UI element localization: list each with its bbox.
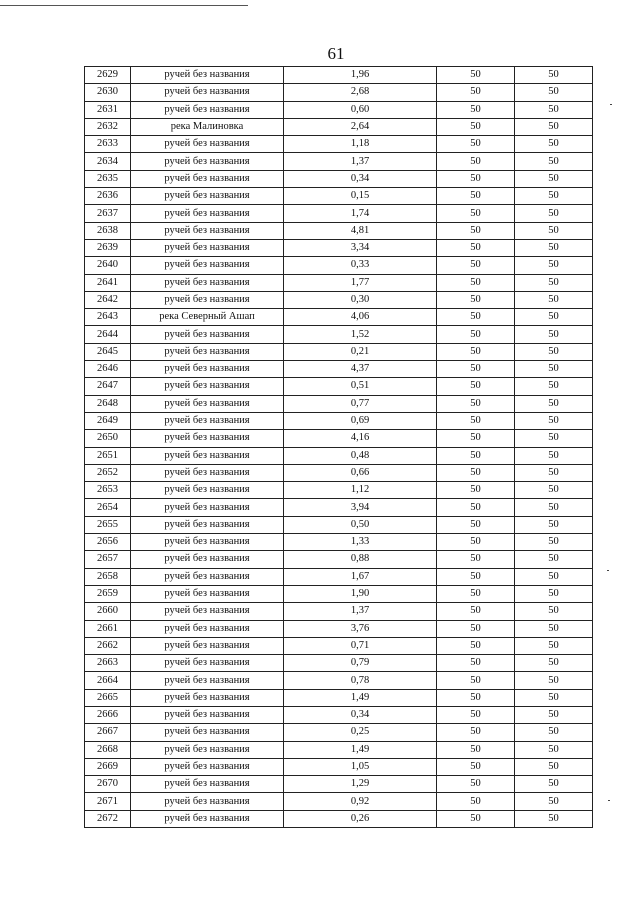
length-cell: 1,29 xyxy=(284,776,437,793)
coastal-strip-cell: 50 xyxy=(515,239,593,256)
length-cell: 0,26 xyxy=(284,810,437,827)
table-row xyxy=(85,257,593,274)
coastal-strip-cell: 50 xyxy=(515,291,593,308)
row-number-cell: 2669 xyxy=(85,758,131,775)
protection-zone-cell: 50 xyxy=(437,568,515,585)
water-body-name-cell: ручей без названия xyxy=(131,741,284,758)
water-body-name-cell: ручей без названия xyxy=(131,257,284,274)
length-cell: 0,50 xyxy=(284,516,437,533)
scan-speck xyxy=(608,800,610,801)
protection-zone-cell: 50 xyxy=(437,758,515,775)
row-number-cell: 2670 xyxy=(85,776,131,793)
table-row xyxy=(85,136,593,153)
table-row xyxy=(85,343,593,360)
water-body-name-cell: ручей без названия xyxy=(131,412,284,429)
protection-zone-cell: 50 xyxy=(437,395,515,412)
row-number-cell: 2648 xyxy=(85,395,131,412)
table-row xyxy=(85,412,593,429)
protection-zone-cell: 50 xyxy=(437,274,515,291)
water-body-name-cell: ручей без названия xyxy=(131,534,284,551)
row-number-cell: 2655 xyxy=(85,516,131,533)
table-row xyxy=(85,620,593,637)
row-number-cell: 2662 xyxy=(85,637,131,654)
coastal-strip-cell: 50 xyxy=(515,620,593,637)
length-cell: 0,92 xyxy=(284,793,437,810)
table-body xyxy=(85,67,593,828)
length-cell: 1,74 xyxy=(284,205,437,222)
protection-zone-cell: 50 xyxy=(437,361,515,378)
water-body-name-cell: ручей без названия xyxy=(131,378,284,395)
coastal-strip-cell: 50 xyxy=(515,205,593,222)
row-number-cell: 2636 xyxy=(85,188,131,205)
protection-zone-cell: 50 xyxy=(437,585,515,602)
table-row xyxy=(85,118,593,135)
row-number-cell: 2653 xyxy=(85,482,131,499)
table-row xyxy=(85,170,593,187)
coastal-strip-cell: 50 xyxy=(515,170,593,187)
length-cell: 2,68 xyxy=(284,84,437,101)
water-body-name-cell: ручей без названия xyxy=(131,67,284,84)
water-body-name-cell: ручей без названия xyxy=(131,724,284,741)
protection-zone-cell: 50 xyxy=(437,101,515,118)
coastal-strip-cell: 50 xyxy=(515,741,593,758)
length-cell: 0,48 xyxy=(284,447,437,464)
scan-edge-line xyxy=(0,5,248,6)
length-cell: 3,76 xyxy=(284,620,437,637)
coastal-strip-cell: 50 xyxy=(515,585,593,602)
protection-zone-cell: 50 xyxy=(437,637,515,654)
table-row xyxy=(85,534,593,551)
water-body-name-cell: ручей без названия xyxy=(131,758,284,775)
water-body-name-cell: ручей без названия xyxy=(131,153,284,170)
protection-zone-cell: 50 xyxy=(437,67,515,84)
row-number-cell: 2642 xyxy=(85,291,131,308)
length-cell: 1,18 xyxy=(284,136,437,153)
row-number-cell: 2645 xyxy=(85,343,131,360)
water-body-name-cell: ручей без названия xyxy=(131,516,284,533)
water-body-name-cell: ручей без названия xyxy=(131,464,284,481)
table-row xyxy=(85,499,593,516)
length-cell: 1,52 xyxy=(284,326,437,343)
coastal-strip-cell: 50 xyxy=(515,603,593,620)
coastal-strip-cell: 50 xyxy=(515,689,593,706)
table-row xyxy=(85,67,593,84)
row-number-cell: 2668 xyxy=(85,741,131,758)
coastal-strip-cell: 50 xyxy=(515,516,593,533)
coastal-strip-cell: 50 xyxy=(515,101,593,118)
water-body-name-cell: ручей без названия xyxy=(131,499,284,516)
coastal-strip-cell: 50 xyxy=(515,67,593,84)
water-body-name-cell: ручей без названия xyxy=(131,430,284,447)
water-body-name-cell: ручей без названия xyxy=(131,136,284,153)
protection-zone-cell: 50 xyxy=(437,655,515,672)
table-row xyxy=(85,430,593,447)
row-number-cell: 2631 xyxy=(85,101,131,118)
table-row xyxy=(85,378,593,395)
length-cell: 1,67 xyxy=(284,568,437,585)
row-number-cell: 2629 xyxy=(85,67,131,84)
row-number-cell: 2635 xyxy=(85,170,131,187)
water-body-name-cell: ручей без названия xyxy=(131,188,284,205)
length-cell: 0,60 xyxy=(284,101,437,118)
protection-zone-cell: 50 xyxy=(437,309,515,326)
scan-speck xyxy=(607,570,609,571)
length-cell: 0,69 xyxy=(284,412,437,429)
water-body-name-cell: ручей без названия xyxy=(131,343,284,360)
coastal-strip-cell: 50 xyxy=(515,482,593,499)
row-number-cell: 2661 xyxy=(85,620,131,637)
table-row xyxy=(85,603,593,620)
length-cell: 4,16 xyxy=(284,430,437,447)
table-row xyxy=(85,84,593,101)
row-number-cell: 2659 xyxy=(85,585,131,602)
protection-zone-cell: 50 xyxy=(437,326,515,343)
water-body-name-cell: ручей без названия xyxy=(131,793,284,810)
row-number-cell: 2650 xyxy=(85,430,131,447)
row-number-cell: 2664 xyxy=(85,672,131,689)
row-number-cell: 2652 xyxy=(85,464,131,481)
protection-zone-cell: 50 xyxy=(437,291,515,308)
coastal-strip-cell: 50 xyxy=(515,343,593,360)
length-cell: 0,79 xyxy=(284,655,437,672)
coastal-strip-cell: 50 xyxy=(515,776,593,793)
protection-zone-cell: 50 xyxy=(437,170,515,187)
coastal-strip-cell: 50 xyxy=(515,309,593,326)
coastal-strip-cell: 50 xyxy=(515,706,593,723)
row-number-cell: 2644 xyxy=(85,326,131,343)
row-number-cell: 2656 xyxy=(85,534,131,551)
protection-zone-cell: 50 xyxy=(437,153,515,170)
length-cell: 0,33 xyxy=(284,257,437,274)
row-number-cell: 2654 xyxy=(85,499,131,516)
coastal-strip-cell: 50 xyxy=(515,395,593,412)
water-body-name-cell: ручей без названия xyxy=(131,447,284,464)
protection-zone-cell: 50 xyxy=(437,430,515,447)
water-body-name-cell: ручей без названия xyxy=(131,482,284,499)
coastal-strip-cell: 50 xyxy=(515,412,593,429)
water-body-name-cell: ручей без названия xyxy=(131,274,284,291)
length-cell: 0,71 xyxy=(284,637,437,654)
row-number-cell: 2658 xyxy=(85,568,131,585)
water-body-name-cell: ручей без названия xyxy=(131,101,284,118)
length-cell: 0,66 xyxy=(284,464,437,481)
table-row xyxy=(85,758,593,775)
row-number-cell: 2643 xyxy=(85,309,131,326)
row-number-cell: 2672 xyxy=(85,810,131,827)
coastal-strip-cell: 50 xyxy=(515,378,593,395)
table-row xyxy=(85,274,593,291)
water-body-name-cell: ручей без названия xyxy=(131,603,284,620)
coastal-strip-cell: 50 xyxy=(515,724,593,741)
protection-zone-cell: 50 xyxy=(437,706,515,723)
coastal-strip-cell: 50 xyxy=(515,84,593,101)
coastal-strip-cell: 50 xyxy=(515,257,593,274)
table-row xyxy=(85,326,593,343)
length-cell: 3,94 xyxy=(284,499,437,516)
water-body-name-cell: ручей без названия xyxy=(131,810,284,827)
protection-zone-cell: 50 xyxy=(437,464,515,481)
table-row xyxy=(85,793,593,810)
water-body-name-cell: ручей без названия xyxy=(131,551,284,568)
protection-zone-cell: 50 xyxy=(437,118,515,135)
coastal-strip-cell: 50 xyxy=(515,222,593,239)
coastal-strip-cell: 50 xyxy=(515,118,593,135)
coastal-strip-cell: 50 xyxy=(515,655,593,672)
length-cell: 0,34 xyxy=(284,170,437,187)
water-body-name-cell: ручей без названия xyxy=(131,291,284,308)
water-body-name-cell: ручей без названия xyxy=(131,689,284,706)
table-row xyxy=(85,101,593,118)
table-row xyxy=(85,585,593,602)
table-row xyxy=(85,706,593,723)
length-cell: 1,33 xyxy=(284,534,437,551)
coastal-strip-cell: 50 xyxy=(515,793,593,810)
length-cell: 4,06 xyxy=(284,309,437,326)
table-row xyxy=(85,464,593,481)
table-row xyxy=(85,239,593,256)
length-cell: 1,90 xyxy=(284,585,437,602)
coastal-strip-cell: 50 xyxy=(515,568,593,585)
protection-zone-cell: 50 xyxy=(437,482,515,499)
row-number-cell: 2646 xyxy=(85,361,131,378)
water-body-name-cell: ручей без названия xyxy=(131,655,284,672)
length-cell: 1,77 xyxy=(284,274,437,291)
protection-zone-cell: 50 xyxy=(437,810,515,827)
row-number-cell: 2665 xyxy=(85,689,131,706)
length-cell: 0,25 xyxy=(284,724,437,741)
table-row xyxy=(85,153,593,170)
table-row xyxy=(85,672,593,689)
table-row xyxy=(85,741,593,758)
length-cell: 3,34 xyxy=(284,239,437,256)
protection-zone-cell: 50 xyxy=(437,534,515,551)
length-cell: 1,37 xyxy=(284,153,437,170)
coastal-strip-cell: 50 xyxy=(515,534,593,551)
length-cell: 1,96 xyxy=(284,67,437,84)
water-body-name-cell: река Малиновка xyxy=(131,118,284,135)
length-cell: 0,88 xyxy=(284,551,437,568)
protection-zone-cell: 50 xyxy=(437,776,515,793)
water-body-name-cell: ручей без названия xyxy=(131,361,284,378)
row-number-cell: 2647 xyxy=(85,378,131,395)
row-number-cell: 2640 xyxy=(85,257,131,274)
row-number-cell: 2666 xyxy=(85,706,131,723)
table-row xyxy=(85,291,593,308)
table-row xyxy=(85,447,593,464)
length-cell: 1,37 xyxy=(284,603,437,620)
table-row xyxy=(85,551,593,568)
protection-zone-cell: 50 xyxy=(437,343,515,360)
row-number-cell: 2651 xyxy=(85,447,131,464)
water-bodies-table xyxy=(84,66,593,828)
length-cell: 0,21 xyxy=(284,343,437,360)
water-body-name-cell: ручей без названия xyxy=(131,222,284,239)
coastal-strip-cell: 50 xyxy=(515,758,593,775)
water-body-name-cell: ручей без названия xyxy=(131,585,284,602)
protection-zone-cell: 50 xyxy=(437,222,515,239)
coastal-strip-cell: 50 xyxy=(515,672,593,689)
protection-zone-cell: 50 xyxy=(437,205,515,222)
row-number-cell: 2657 xyxy=(85,551,131,568)
row-number-cell: 2630 xyxy=(85,84,131,101)
protection-zone-cell: 50 xyxy=(437,239,515,256)
row-number-cell: 2660 xyxy=(85,603,131,620)
protection-zone-cell: 50 xyxy=(437,378,515,395)
protection-zone-cell: 50 xyxy=(437,620,515,637)
water-body-name-cell: ручей без названия xyxy=(131,568,284,585)
table-row xyxy=(85,309,593,326)
coastal-strip-cell: 50 xyxy=(515,361,593,378)
coastal-strip-cell: 50 xyxy=(515,153,593,170)
table-row xyxy=(85,689,593,706)
water-body-name-cell: ручей без названия xyxy=(131,239,284,256)
water-body-name-cell: ручей без названия xyxy=(131,706,284,723)
length-cell: 0,15 xyxy=(284,188,437,205)
length-cell: 4,37 xyxy=(284,361,437,378)
length-cell: 0,51 xyxy=(284,378,437,395)
coastal-strip-cell: 50 xyxy=(515,551,593,568)
water-body-name-cell: ручей без названия xyxy=(131,326,284,343)
table-row xyxy=(85,188,593,205)
length-cell: 1,49 xyxy=(284,741,437,758)
coastal-strip-cell: 50 xyxy=(515,447,593,464)
protection-zone-cell: 50 xyxy=(437,136,515,153)
protection-zone-cell: 50 xyxy=(437,724,515,741)
table-row xyxy=(85,655,593,672)
coastal-strip-cell: 50 xyxy=(515,136,593,153)
row-number-cell: 2671 xyxy=(85,793,131,810)
row-number-cell: 2638 xyxy=(85,222,131,239)
table-row xyxy=(85,222,593,239)
table-row xyxy=(85,810,593,827)
row-number-cell: 2633 xyxy=(85,136,131,153)
water-body-name-cell: ручей без названия xyxy=(131,395,284,412)
protection-zone-cell: 50 xyxy=(437,447,515,464)
table-row xyxy=(85,395,593,412)
coastal-strip-cell: 50 xyxy=(515,637,593,654)
table-row xyxy=(85,724,593,741)
row-number-cell: 2667 xyxy=(85,724,131,741)
protection-zone-cell: 50 xyxy=(437,412,515,429)
coastal-strip-cell: 50 xyxy=(515,464,593,481)
protection-zone-cell: 50 xyxy=(437,84,515,101)
water-body-name-cell: ручей без названия xyxy=(131,620,284,637)
protection-zone-cell: 50 xyxy=(437,188,515,205)
water-body-name-cell: ручей без названия xyxy=(131,205,284,222)
table-row xyxy=(85,361,593,378)
scan-speck xyxy=(610,104,612,105)
protection-zone-cell: 50 xyxy=(437,741,515,758)
table-row xyxy=(85,205,593,222)
coastal-strip-cell: 50 xyxy=(515,274,593,291)
length-cell: 1,12 xyxy=(284,482,437,499)
coastal-strip-cell: 50 xyxy=(515,810,593,827)
row-number-cell: 2632 xyxy=(85,118,131,135)
row-number-cell: 2663 xyxy=(85,655,131,672)
table-row xyxy=(85,516,593,533)
row-number-cell: 2639 xyxy=(85,239,131,256)
protection-zone-cell: 50 xyxy=(437,689,515,706)
length-cell: 4,81 xyxy=(284,222,437,239)
length-cell: 0,30 xyxy=(284,291,437,308)
protection-zone-cell: 50 xyxy=(437,499,515,516)
water-body-name-cell: ручей без названия xyxy=(131,672,284,689)
row-number-cell: 2637 xyxy=(85,205,131,222)
table-row xyxy=(85,637,593,654)
length-cell: 1,05 xyxy=(284,758,437,775)
coastal-strip-cell: 50 xyxy=(515,430,593,447)
water-body-name-cell: ручей без названия xyxy=(131,170,284,187)
protection-zone-cell: 50 xyxy=(437,672,515,689)
coastal-strip-cell: 50 xyxy=(515,326,593,343)
protection-zone-cell: 50 xyxy=(437,516,515,533)
length-cell: 0,78 xyxy=(284,672,437,689)
protection-zone-cell: 50 xyxy=(437,257,515,274)
length-cell: 1,49 xyxy=(284,689,437,706)
row-number-cell: 2641 xyxy=(85,274,131,291)
protection-zone-cell: 50 xyxy=(437,793,515,810)
water-body-name-cell: ручей без названия xyxy=(131,776,284,793)
water-body-name-cell: ручей без названия xyxy=(131,84,284,101)
table-row xyxy=(85,568,593,585)
page-number: 61 xyxy=(327,44,345,63)
length-cell: 2,64 xyxy=(284,118,437,135)
table-row xyxy=(85,482,593,499)
length-cell: 0,77 xyxy=(284,395,437,412)
coastal-strip-cell: 50 xyxy=(515,188,593,205)
water-body-name-cell: ручей без названия xyxy=(131,637,284,654)
protection-zone-cell: 50 xyxy=(437,551,515,568)
row-number-cell: 2634 xyxy=(85,153,131,170)
row-number-cell: 2649 xyxy=(85,412,131,429)
water-body-name-cell: река Северный Ашап xyxy=(131,309,284,326)
protection-zone-cell: 50 xyxy=(437,603,515,620)
length-cell: 0,34 xyxy=(284,706,437,723)
table-row xyxy=(85,776,593,793)
coastal-strip-cell: 50 xyxy=(515,499,593,516)
